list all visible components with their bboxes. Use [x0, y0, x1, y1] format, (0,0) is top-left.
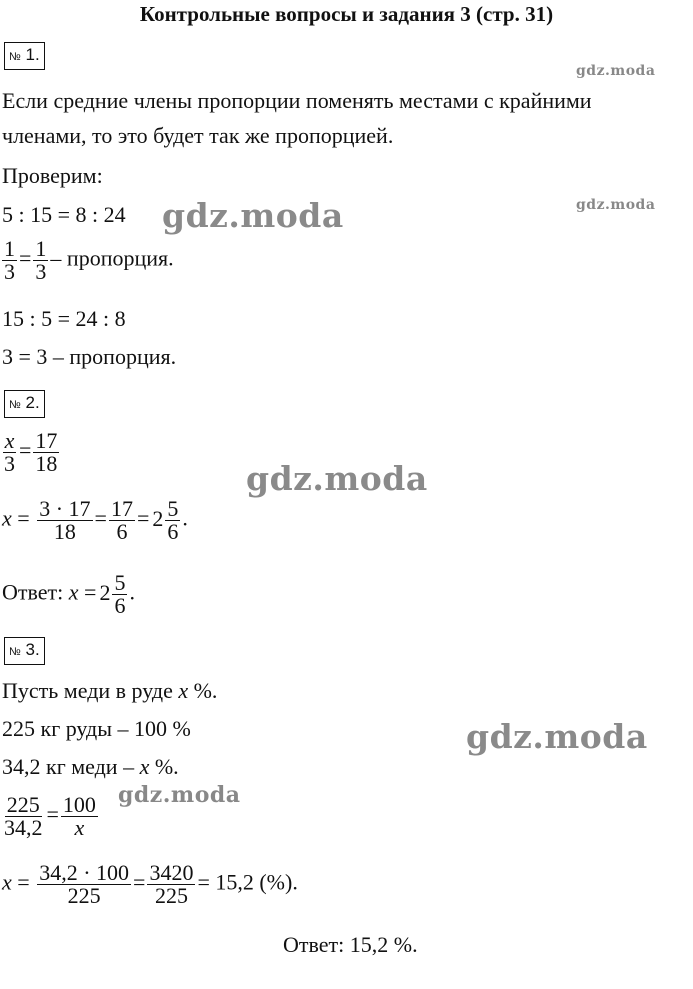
fraction: $\frac{5}{6}$	[167, 496, 179, 544]
task-3-line-1: Пусть меди в руде x %.	[2, 678, 218, 703]
page-title: Контрольные вопросы и задания 3 (стр. 31)	[139, 2, 554, 26]
fraction: $\frac{17}{6}$	[110, 496, 133, 544]
watermark: gdz.moda	[576, 197, 656, 213]
proportion-note: – пропорция.	[50, 245, 174, 271]
task-2-badge	[4, 390, 45, 418]
number-sign: №	[9, 51, 21, 63]
fraction: $\frac{225}{34,2}$	[4, 792, 43, 840]
task-3-answer: Ответ: 15,2 %.	[283, 932, 418, 957]
task-1-line-2: членами, то это будет так же пропорцией.	[2, 123, 394, 148]
task-2-answer: Ответ: x = 2 $\frac{5}{6}$ .	[2, 570, 135, 618]
watermark: gdz.moda	[118, 782, 241, 808]
fraction: $\frac{5}{6}$	[114, 570, 126, 618]
fraction: $\frac{3420}{225}$	[149, 860, 194, 908]
fraction: $\frac{1}{3}$	[4, 236, 15, 284]
task-3-line-3: 34,2 кг меди – x %.	[2, 754, 179, 779]
task-2-equation-1: $\frac{x}{3}$ = $\frac{17}{18}$	[4, 428, 58, 476]
fraction: $\frac{1}{3}$	[35, 236, 47, 284]
task-3-number: 3.	[25, 640, 40, 659]
task-1-proportion-1: 5 : 15 = 8 : 24	[2, 202, 126, 227]
fraction: $\frac{x}{3}$	[4, 428, 15, 476]
watermark: gdz.moda	[246, 459, 428, 498]
fraction: $\frac{34,2 \cdot 100}{225}$	[39, 860, 130, 908]
task-1-fraction-equation: $\frac{1}{3}$ = $\frac{1}{3}$ – пропорция.	[4, 236, 174, 284]
task-1-proportion-2: 15 : 5 = 24 : 8	[2, 306, 126, 331]
fraction: $\frac{17}{18}$	[35, 428, 58, 476]
task-2-equation-2: x = $\frac{3 \cdot 17}{18}$ = $\frac{17}{6}$ = 2 $\frac{5}{6}$ .	[2, 496, 188, 544]
watermark: gdz.moda	[576, 63, 656, 79]
number-sign: №	[9, 646, 21, 658]
task-3-equation-1: $\frac{225}{34,2}$ = $\frac{100}{x}$	[4, 792, 96, 840]
fraction: $\frac{3 \cdot 17}{18}$	[39, 496, 91, 544]
task-3-line-2: 225 кг руды – 100 %	[2, 716, 191, 741]
task-3-equation-2: x = $\frac{34,2 \cdot 100}{225}$ = $\frac{3420}{225}$ = 15,2 (%).	[2, 860, 298, 908]
task-1-conclusion: 3 = 3 – пропорция.	[2, 344, 177, 369]
number-sign: №	[9, 399, 21, 411]
task-2-number: 2.	[25, 393, 40, 412]
fraction: $\frac{100}{x}$	[62, 792, 96, 840]
task-1-badge	[4, 42, 45, 70]
watermark: gdz.moda	[466, 717, 648, 756]
task-3-badge	[4, 637, 45, 665]
task-1-line-1: Если средние члены пропорции поменять местами с крайними	[2, 88, 592, 113]
task-1-number: 1.	[25, 45, 40, 64]
task-1-line-3: Проверим:	[2, 163, 103, 188]
watermark: gdz.moda	[162, 196, 344, 235]
